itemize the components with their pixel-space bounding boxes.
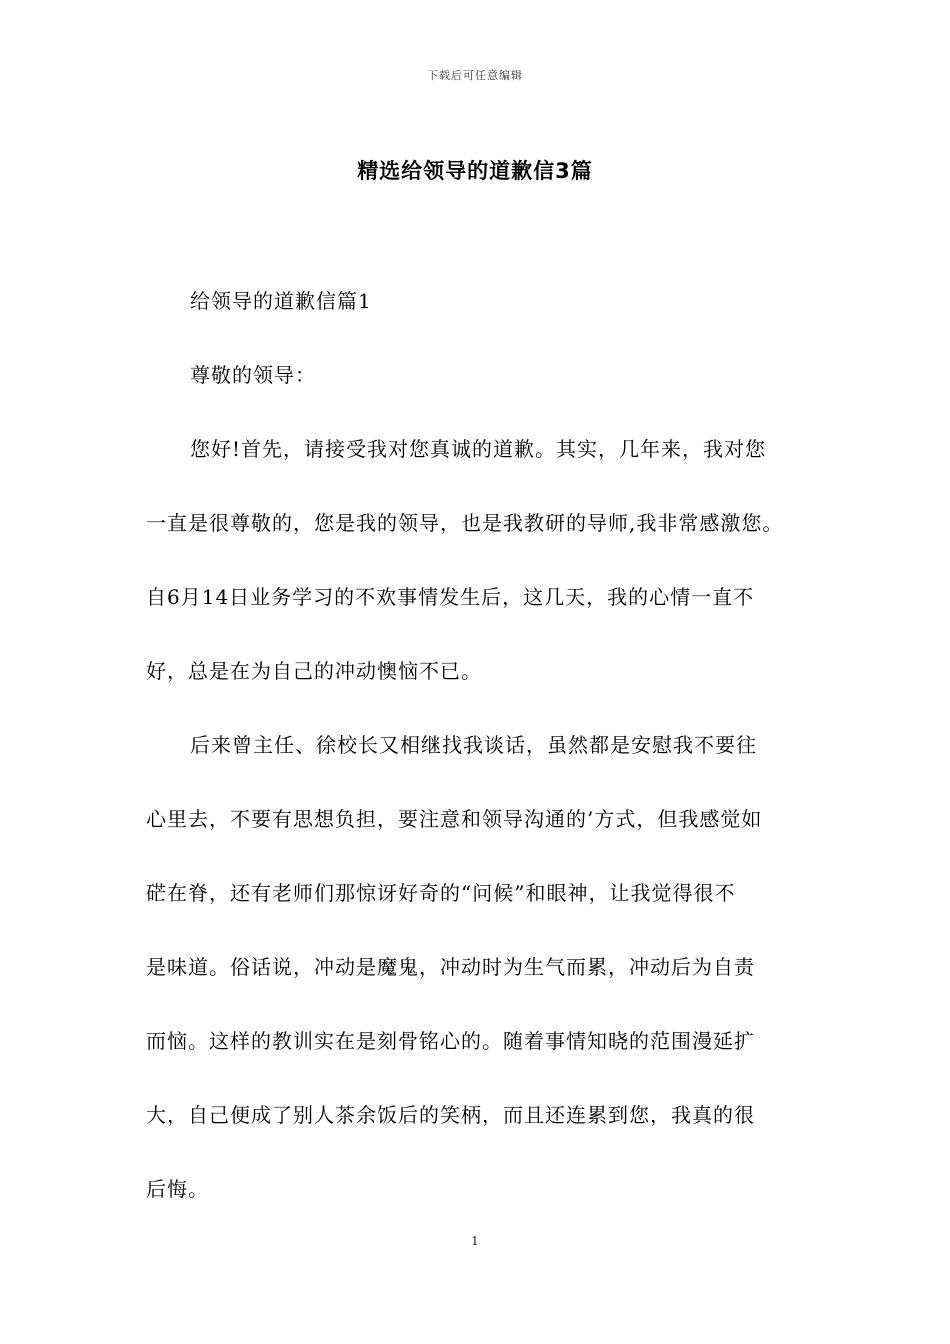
paragraph-line: 后来曾主任、徐校长又相继找我谈话，虽然都是安慰我不要往 bbox=[190, 733, 757, 757]
section-heading: 给领导的道歉信篇1 bbox=[190, 289, 372, 313]
paragraph-line: 而恼。这样的教训实在是刻骨铭心的。随着事情知晓的范围漫延扩 bbox=[146, 1029, 755, 1053]
letter-body bbox=[146, 264, 818, 1226]
paragraph-line: 自6月14日业务学习的不欢事情发生后，这几天，我的心情一直不 bbox=[146, 585, 755, 609]
paragraph-line: 大，自己便成了别人茶余饭后的笑柄，而且还连累到您，我真的很 bbox=[146, 1103, 755, 1127]
paragraph-line: 您好!首先，请接受我对您真诚的道歉。其实，几年来，我对您 bbox=[190, 437, 767, 461]
paragraph-line: 好，总是在为自己的冲动懊恼不已。 bbox=[146, 659, 482, 683]
paragraph-line: 一直是很尊敬的，您是我的领导，也是我教研的导师,我非常感激您。 bbox=[146, 511, 784, 535]
paragraph-line: 后悔。 bbox=[146, 1177, 209, 1201]
document-title: 精选给领导的道歉信3篇 bbox=[357, 159, 593, 183]
paragraph-line: 心里去，不要有思想负担，要注意和领导沟通的’方式，但我感觉如 bbox=[146, 807, 763, 831]
paragraph-line: 是味道。俗话说，冲动是魔鬼，冲动时为生气而累，冲动后为自责 bbox=[146, 955, 755, 979]
header-note: 下载后可任意编辑 bbox=[427, 69, 523, 82]
paragraph-line: 硭在脊，还有老师们那惊讶好奇的“问候”和眼神，让我觉得很不 bbox=[146, 881, 736, 905]
salutation: 尊敬的领导： bbox=[190, 363, 316, 387]
page-number: 1 bbox=[471, 1234, 479, 1248]
